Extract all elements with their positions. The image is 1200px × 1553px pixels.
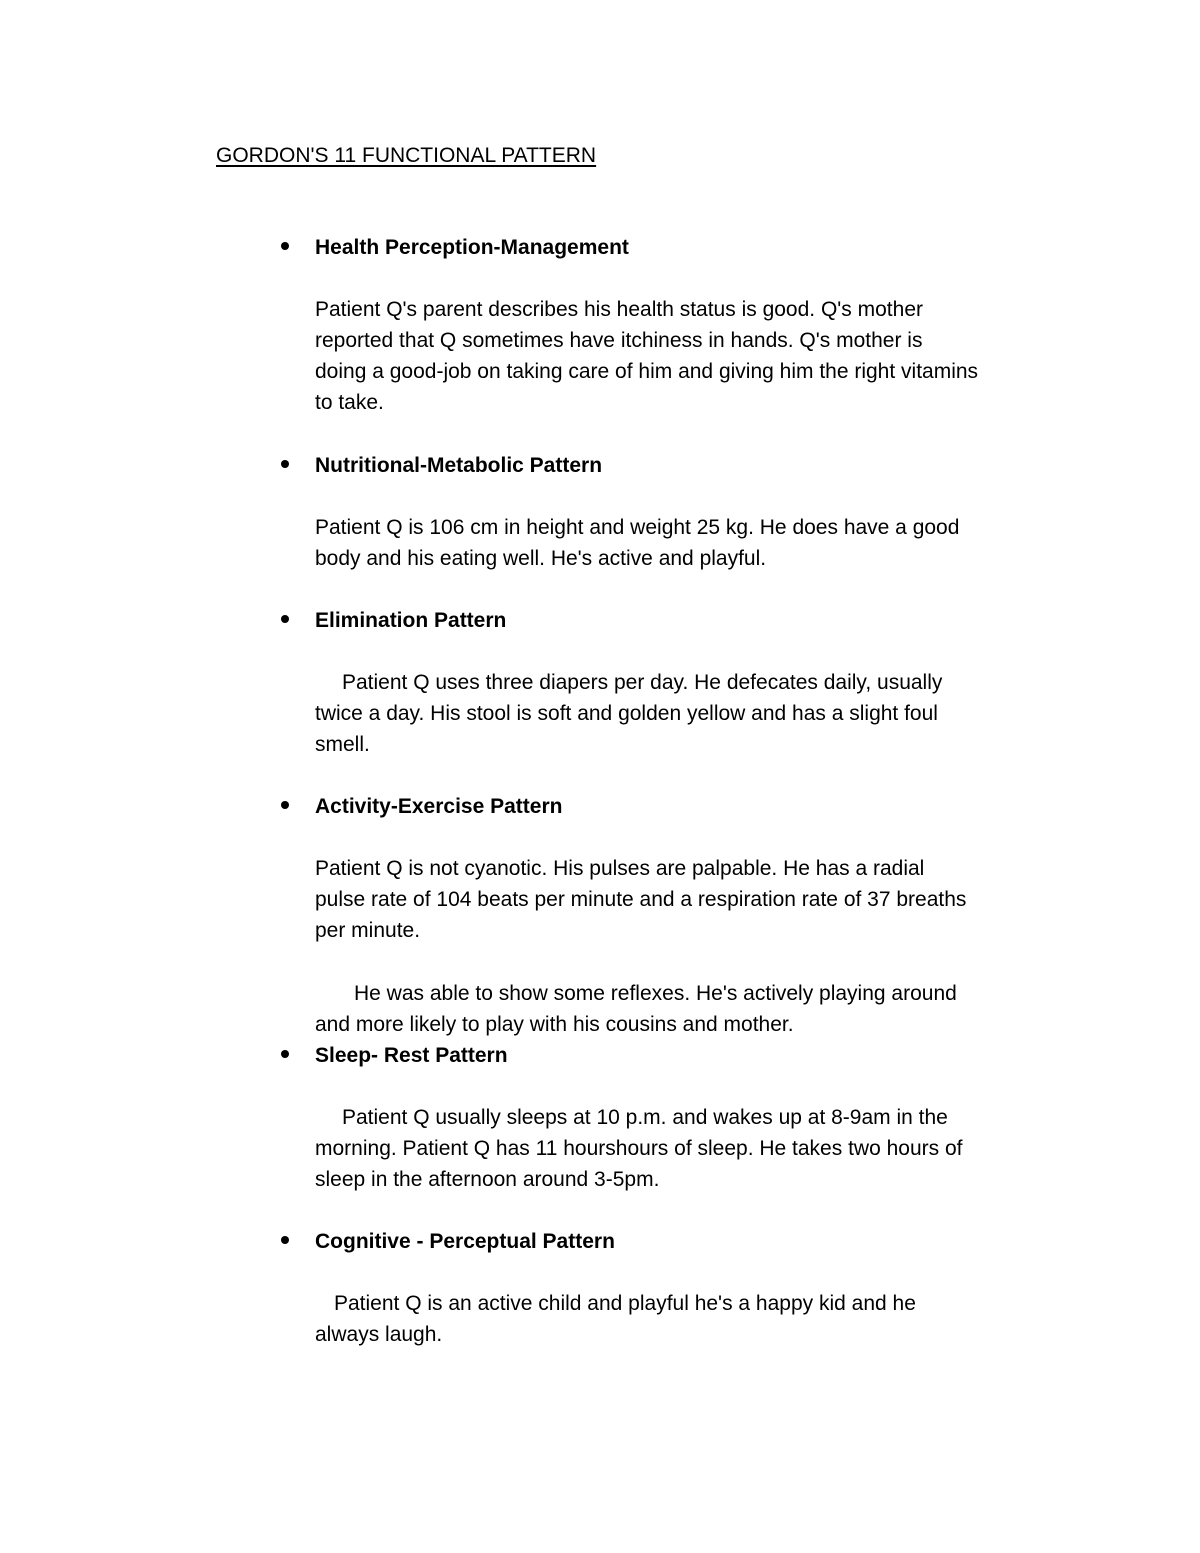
bullet-icon — [281, 615, 289, 623]
paragraph-line: doing a good-job on taking care of him and giving him the right vitamins — [315, 360, 979, 383]
section-paragraph — [315, 853, 1075, 946]
paragraph-line: Patient Q is 106 cm in height and weight 25 kg. He does have a good — [315, 516, 960, 539]
section-paragraph — [315, 512, 1075, 574]
paragraph-line: Patient Q's parent describes his health status is good. Q's mother — [315, 298, 923, 321]
paragraph-line: morning. Patient Q has 11 hourshours of sleep. He takes two hours of — [315, 1137, 963, 1160]
section-paragraph — [315, 978, 1075, 1040]
bullet-icon — [281, 1050, 289, 1058]
paragraph-line: body and his eating well. He's active and playful. — [315, 547, 767, 570]
section-paragraph — [315, 1288, 1075, 1350]
paragraph-line: He was able to show some reflexes. He's actively playing around — [354, 982, 957, 1005]
paragraph-line: always laugh. — [315, 1323, 443, 1346]
paragraph-line: and more likely to play with his cousins and mother. — [315, 1013, 794, 1036]
paragraph-line: Patient Q uses three diapers per day. He defecates daily, usually — [342, 671, 943, 694]
section-heading-activity-exercise: Activity-Exercise Pattern — [315, 795, 563, 818]
paragraph-line: to take. — [315, 391, 384, 414]
paragraph-line: smell. — [315, 733, 370, 756]
section-heading-nutritional-metabolic: Nutritional-Metabolic Pattern — [315, 454, 603, 477]
bullet-icon — [281, 460, 289, 468]
paragraph-line: pulse rate of 104 beats per minute and a respiration rate of 37 breaths — [315, 888, 967, 911]
section-heading-cognitive-perceptual: Cognitive - Perceptual Pattern — [315, 1230, 615, 1253]
section-heading-elimination: Elimination Pattern — [315, 609, 507, 632]
section-heading-sleep-rest: Sleep- Rest Pattern — [315, 1044, 508, 1067]
section-paragraph — [315, 294, 1075, 418]
section-paragraph — [315, 1102, 1075, 1195]
document-title: GORDON'S 11 FUNCTIONAL PATTERN — [216, 144, 597, 167]
paragraph-line: sleep in the afternoon around 3-5pm. — [315, 1168, 660, 1191]
paragraph-line: twice a day. His stool is soft and golden yellow and has a slight foul — [315, 702, 938, 725]
bullet-icon — [281, 242, 289, 250]
paragraph-line: Patient Q is an active child and playful he's a happy kid and he — [334, 1292, 916, 1315]
paragraph-line: reported that Q sometimes have itchiness in hands. Q's mother is — [315, 329, 923, 352]
section-paragraph — [315, 667, 1075, 760]
paragraph-line: per minute. — [315, 919, 421, 942]
section-heading-health-perception: Health Perception-Management — [315, 236, 629, 259]
bullet-icon — [281, 1236, 289, 1244]
paragraph-line: Patient Q is not cyanotic. His pulses are palpable. He has a radial — [315, 857, 925, 880]
paragraph-line: Patient Q usually sleeps at 10 p.m. and wakes up at 8-9am in the — [342, 1106, 948, 1129]
bullet-icon — [281, 801, 289, 809]
